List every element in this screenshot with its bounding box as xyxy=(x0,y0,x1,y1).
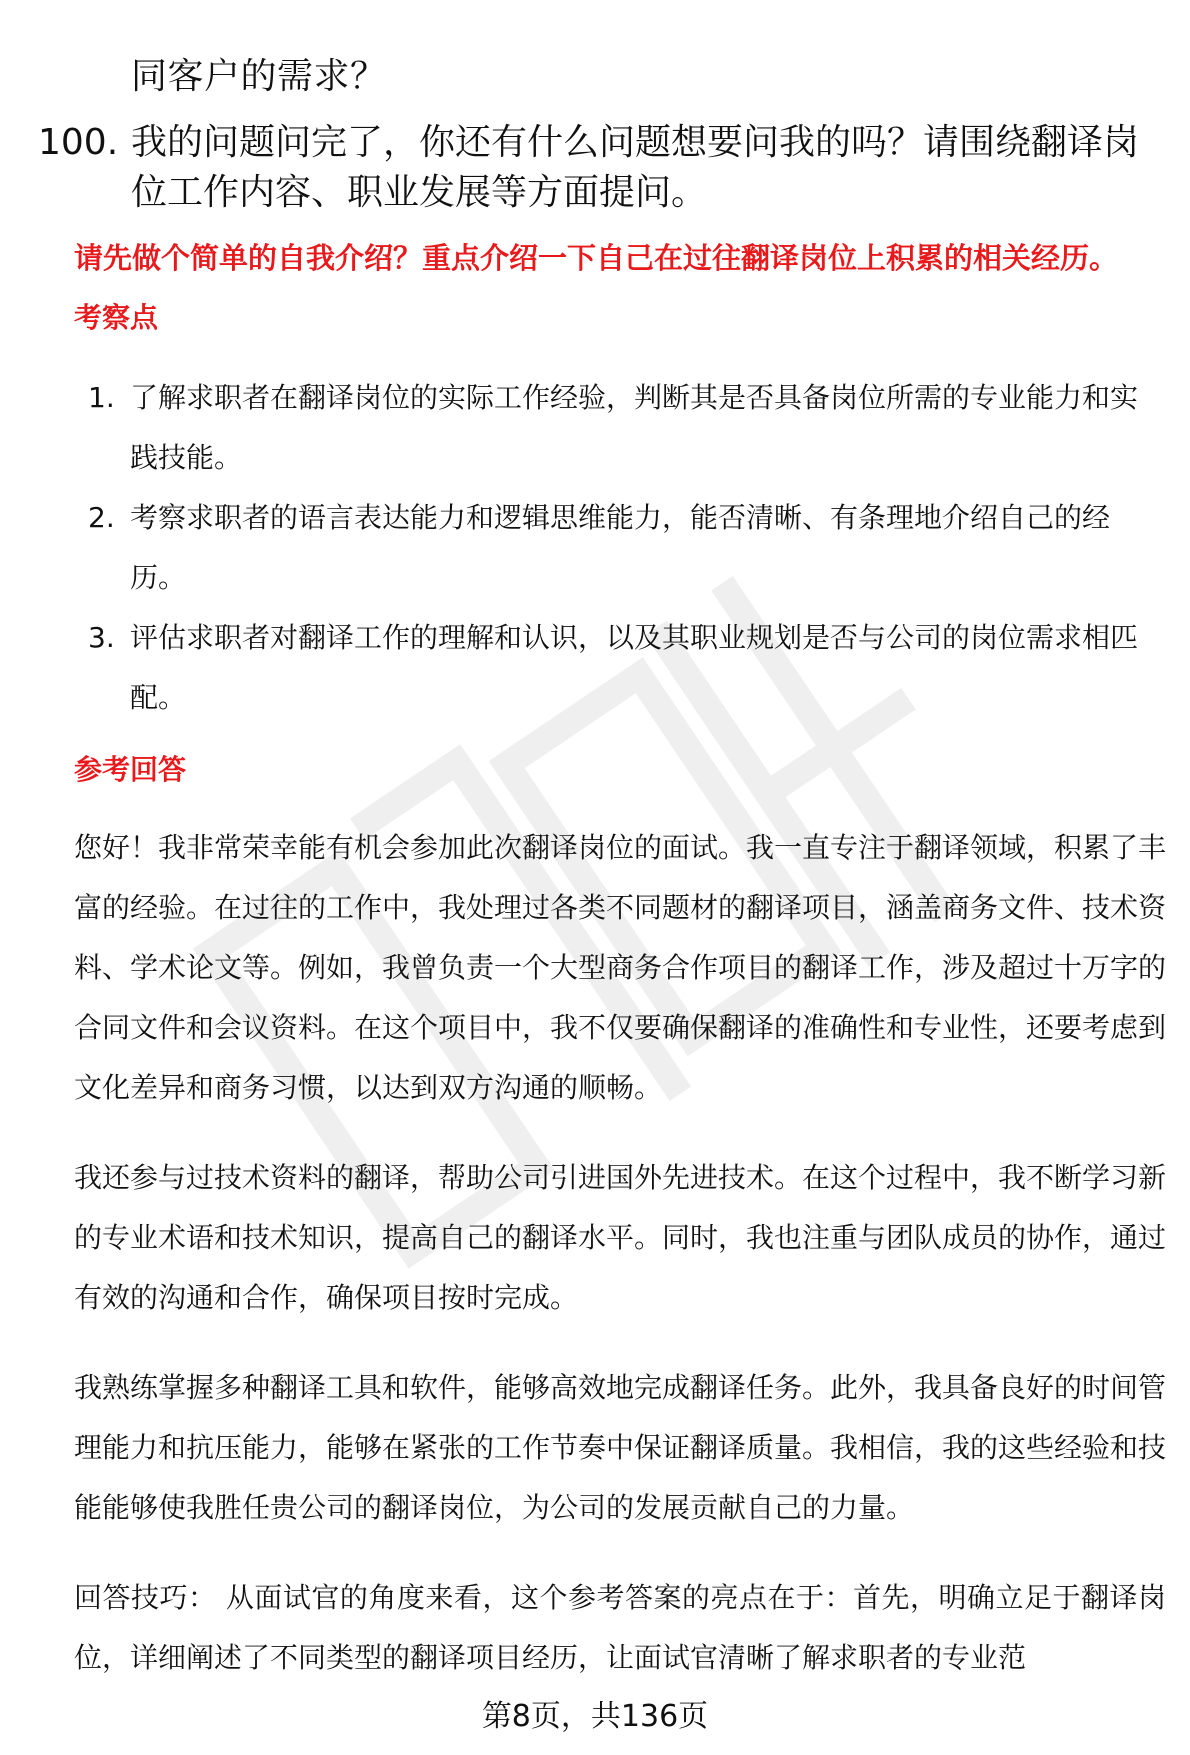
question-number: 100. xyxy=(38,122,119,163)
answer-paragraph: 我熟练掌握多种翻译工具和软件，能够高效地完成翻译任务。此外，我具备良好的时间管理能力和抗压能力，能够在紧张的工作节奏中保证翻译质量。我相信，我的这些经验和技能能够使我胜任贵公司的翻译岗位，为公司的发展贡献自己的力量。 xyxy=(74,1371,1167,1524)
point-text: 考察求职者的语言表达能力和逻辑思维能力，能否清晰、有条理地介绍自己的经历。 xyxy=(130,501,1111,594)
question-continuation: 同客户的需求？ xyxy=(131,56,387,97)
point-number: 1. xyxy=(88,381,115,414)
assessment-label: 考察点 xyxy=(74,301,159,334)
point-text: 了解求职者在翻译岗位的实际工作经验，判断其是否具备岗位所需的专业能力和实践技能。 xyxy=(130,381,1139,474)
point-number: 3. xyxy=(88,621,115,654)
page-footer: 第8页，共136页 xyxy=(481,1699,709,1734)
answer-tip-paragraph: 回答技巧： 从面试官的角度来看，这个参考答案的亮点在于：首先，明确立足于翻译岗位，详细阐述了不同类型的翻译项目经历，让面试官清晰了解求职者的专业范 xyxy=(74,1581,1166,1674)
point-text: 评估求职者对翻译工作的理解和认识，以及其职业规划是否与公司的岗位需求相匹配。 xyxy=(130,621,1139,714)
point-number: 2. xyxy=(88,501,115,534)
answer-paragraph: 您好！我非常荣幸能有机会参加此次翻译岗位的面试。我一直专注于翻译领域，积累了丰富的经验。在过往的工作中，我处理过各类不同题材的翻译项目，涵盖商务文件、技术资料、学术论文等。例如，我曾负责一个大型商务合作项目的翻译工作，涉及超过十万字的合同文件和会议资料。在这个项目中，我不仅要确保翻译的准确性和专业性，还要考虑到文化差异和商务习惯，以达到双方沟通的顺畅。 xyxy=(74,831,1167,1104)
highlight-question: 请先做个简单的自我介绍？重点介绍一下自己在过往翻译岗位上积累的相关经历。 xyxy=(74,241,1119,275)
question-text: 我的问题问完了，你还有什么问题想要问我的吗？请围绕翻译岗位工作内容、职业发展等方面提问。 xyxy=(131,122,1140,213)
answer-paragraph: 我还参与过技术资料的翻译，帮助公司引进国外先进技术。在这个过程中，我不断学习新的专业术语和技术知识，提高自己的翻译水平。同时，我也注重与团队成员的协作，通过有效的沟通和合作，确保项目按时完成。 xyxy=(74,1161,1167,1314)
reference-label: 参考回答 xyxy=(74,753,187,786)
